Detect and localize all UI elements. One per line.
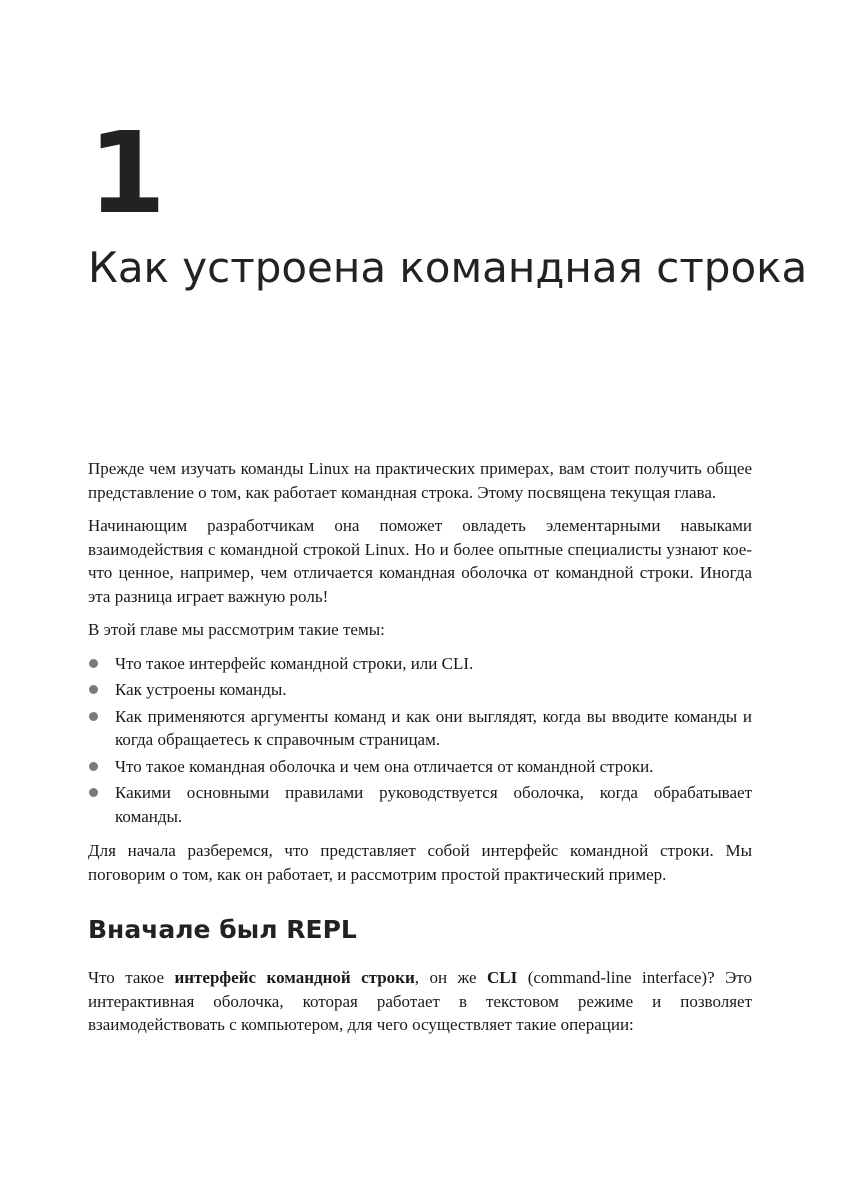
bullet-icon xyxy=(89,788,98,797)
chapter-number: 1 xyxy=(88,109,164,239)
section-text-2: , он же xyxy=(414,968,488,987)
bullet-icon xyxy=(89,712,98,721)
section-text-3: (command-line interface)? Это интерактивная оболочка, которая работает в текстовом режиме и позволяет взаимодействовать с компьютером, для чего осуществляет такие операции: xyxy=(88,968,752,1034)
list-item-text: Как устроены команды. xyxy=(115,680,287,699)
intro-paragraph-1: Прежде чем изучать команды Linux на практических примерах, вам стоит получить общее представление о том, как работает командная строка. Этому посвящена текущая глава. xyxy=(88,459,752,502)
intro-paragraph-4: Для начала разберемся, что представляет собой интерфейс командной строки. Мы поговорим о том, как он работает, и рассмотрим простой практический пример. xyxy=(88,841,752,884)
list-item-text: Что такое интерфейс командной строки, или CLI. xyxy=(115,653,474,673)
section-paragraph xyxy=(88,966,752,1037)
list-item xyxy=(88,755,752,779)
term-cli-abbr: CLI xyxy=(487,968,518,987)
list-item xyxy=(88,781,752,828)
list-item xyxy=(88,705,752,752)
section-heading: Вначале был REPL xyxy=(88,915,357,944)
list-item xyxy=(88,678,752,702)
intro-paragraph-2: Начинающим разработчикам она поможет овладеть элементарными навыками взаимодействия с командной строкой Linux. Но и более опытные специалисты узнают кое-что ценное, например, чем отличается командная оболочка от командной строки. Иногда эта разница играет важную роль! xyxy=(88,516,752,606)
list-item xyxy=(88,652,752,676)
term-cli-full: интерфейс командной строки xyxy=(174,968,415,987)
bullet-icon xyxy=(89,762,98,771)
topics-lead-in: В этой главе мы рассмотрим такие темы: xyxy=(88,620,385,639)
bullet-icon xyxy=(89,659,98,668)
bullet-icon xyxy=(89,685,98,694)
chapter-title: Как устроена командная строка xyxy=(88,243,808,292)
list-item-text: Какими основными правилами руководствуется оболочка, когда обрабатывает команды. xyxy=(115,783,752,826)
topics-list xyxy=(88,652,752,829)
section-text-1: Что такое xyxy=(88,968,175,987)
chapter-body xyxy=(88,457,752,1047)
list-item-text: Что такое командная оболочка и чем она отличается от командной строки. xyxy=(115,756,654,776)
list-item-text: Как применяются аргументы команд и как они выглядят, когда вы вводите команды и когда обращаетесь к справочным страницам. xyxy=(115,706,752,749)
